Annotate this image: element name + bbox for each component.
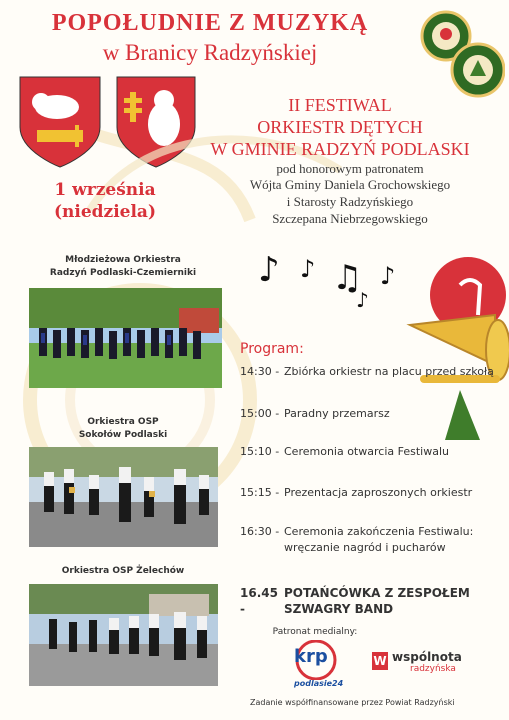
program-desc: Prezentacja zaproszonych orkiestr [284,486,473,499]
orchestra-caption [18,565,228,578]
program-desc: Zbiórka orkiestr na placu przed szkołą [284,365,494,378]
krp-logo-text: krp [294,646,328,667]
program-time: 16:30 - [240,525,280,538]
program-time: 15:00 - [240,407,280,420]
orchestra-photo-3 [29,584,218,686]
program-item [240,364,500,380]
title-line1: POPOŁUDNIE Z MUZYKĄ [51,10,369,36]
music-notes-icon: ♫ [332,258,363,298]
program-time: 15:10 - [240,445,280,458]
patron-line2: Wójta Gminy Daniela Grochowskiego [249,177,451,192]
orchestra-name-line1: Orkiestra OSP [87,417,159,427]
orchestra-photo-2 [29,447,218,547]
program-time: 14:30 - [240,365,280,378]
footer-note: Zadanie współfinansowane przez Powiat Radzyński [250,698,455,707]
orchestra-photo-1 [29,288,222,388]
program-desc: Paradny przemarsz [284,407,390,420]
orchestra-name-line1: Orkiestra OSP Żelechów [61,566,185,576]
patron-line4: Szczepana Niebrzegowskiego [272,211,428,226]
date-day: 1 września [54,180,156,200]
krp-logo [286,640,346,692]
orchestra-name-line1: Młodzieżowa Orkiestra [65,255,181,265]
festival-line3: W GMINIE RADZYŃ PODLASKI [210,139,470,159]
program-title: Program: [240,341,304,357]
program-desc: Ceremonia zakończenia Festiwalu: wręczanie nagród i pucharów [284,525,474,554]
krp-logo-subtext: podlasie24 [294,679,344,688]
orchestra-caption [18,254,228,280]
emblem-badges [420,10,505,100]
date-weekday: (niedziela) [53,202,156,222]
music-note-icon: ♪ [380,262,396,290]
festival-line2: ORKIESTR DĘTYCH [257,117,423,137]
program-item [240,585,500,617]
program-desc: Ceremonia otwarcia Festiwalu [284,445,449,458]
orchestra-caption [18,416,228,442]
music-note-icon: ♪ [258,250,280,290]
music-note-icon: ♪ [300,255,316,283]
orchestra-name-line2: Sokołów Podlaski [78,430,168,440]
program-item [240,444,500,460]
patron-line1: pod honorowym patronatem [276,161,424,176]
wspolnota-logo-text: wspólnota [392,650,462,664]
title-line2: w Branicy Radzyńskiej [102,40,318,65]
media-patron-label: Patronat medialny: [272,627,358,637]
festival-line1: II FESTIWAL [288,95,392,115]
music-note-icon: ♪ [356,288,369,312]
program-item [240,406,500,422]
program-item [240,524,500,556]
wspolnota-logo [372,652,482,682]
program-time: 16.45 - [240,586,278,616]
program-desc: POTAŃCÓWKA Z ZESPOŁEM SZWAGRY BAND [284,586,470,616]
orchestra-name-line2: Radzyń Podlaski-Czemierniki [49,268,197,278]
program-time: 15:15 - [240,486,280,499]
w-logo-icon: W [373,654,387,668]
wspolnota-logo-subtext: radzyńska [410,664,456,674]
program-item [240,485,500,501]
patron-line3: i Starosty Radzyńskiego [286,194,414,209]
